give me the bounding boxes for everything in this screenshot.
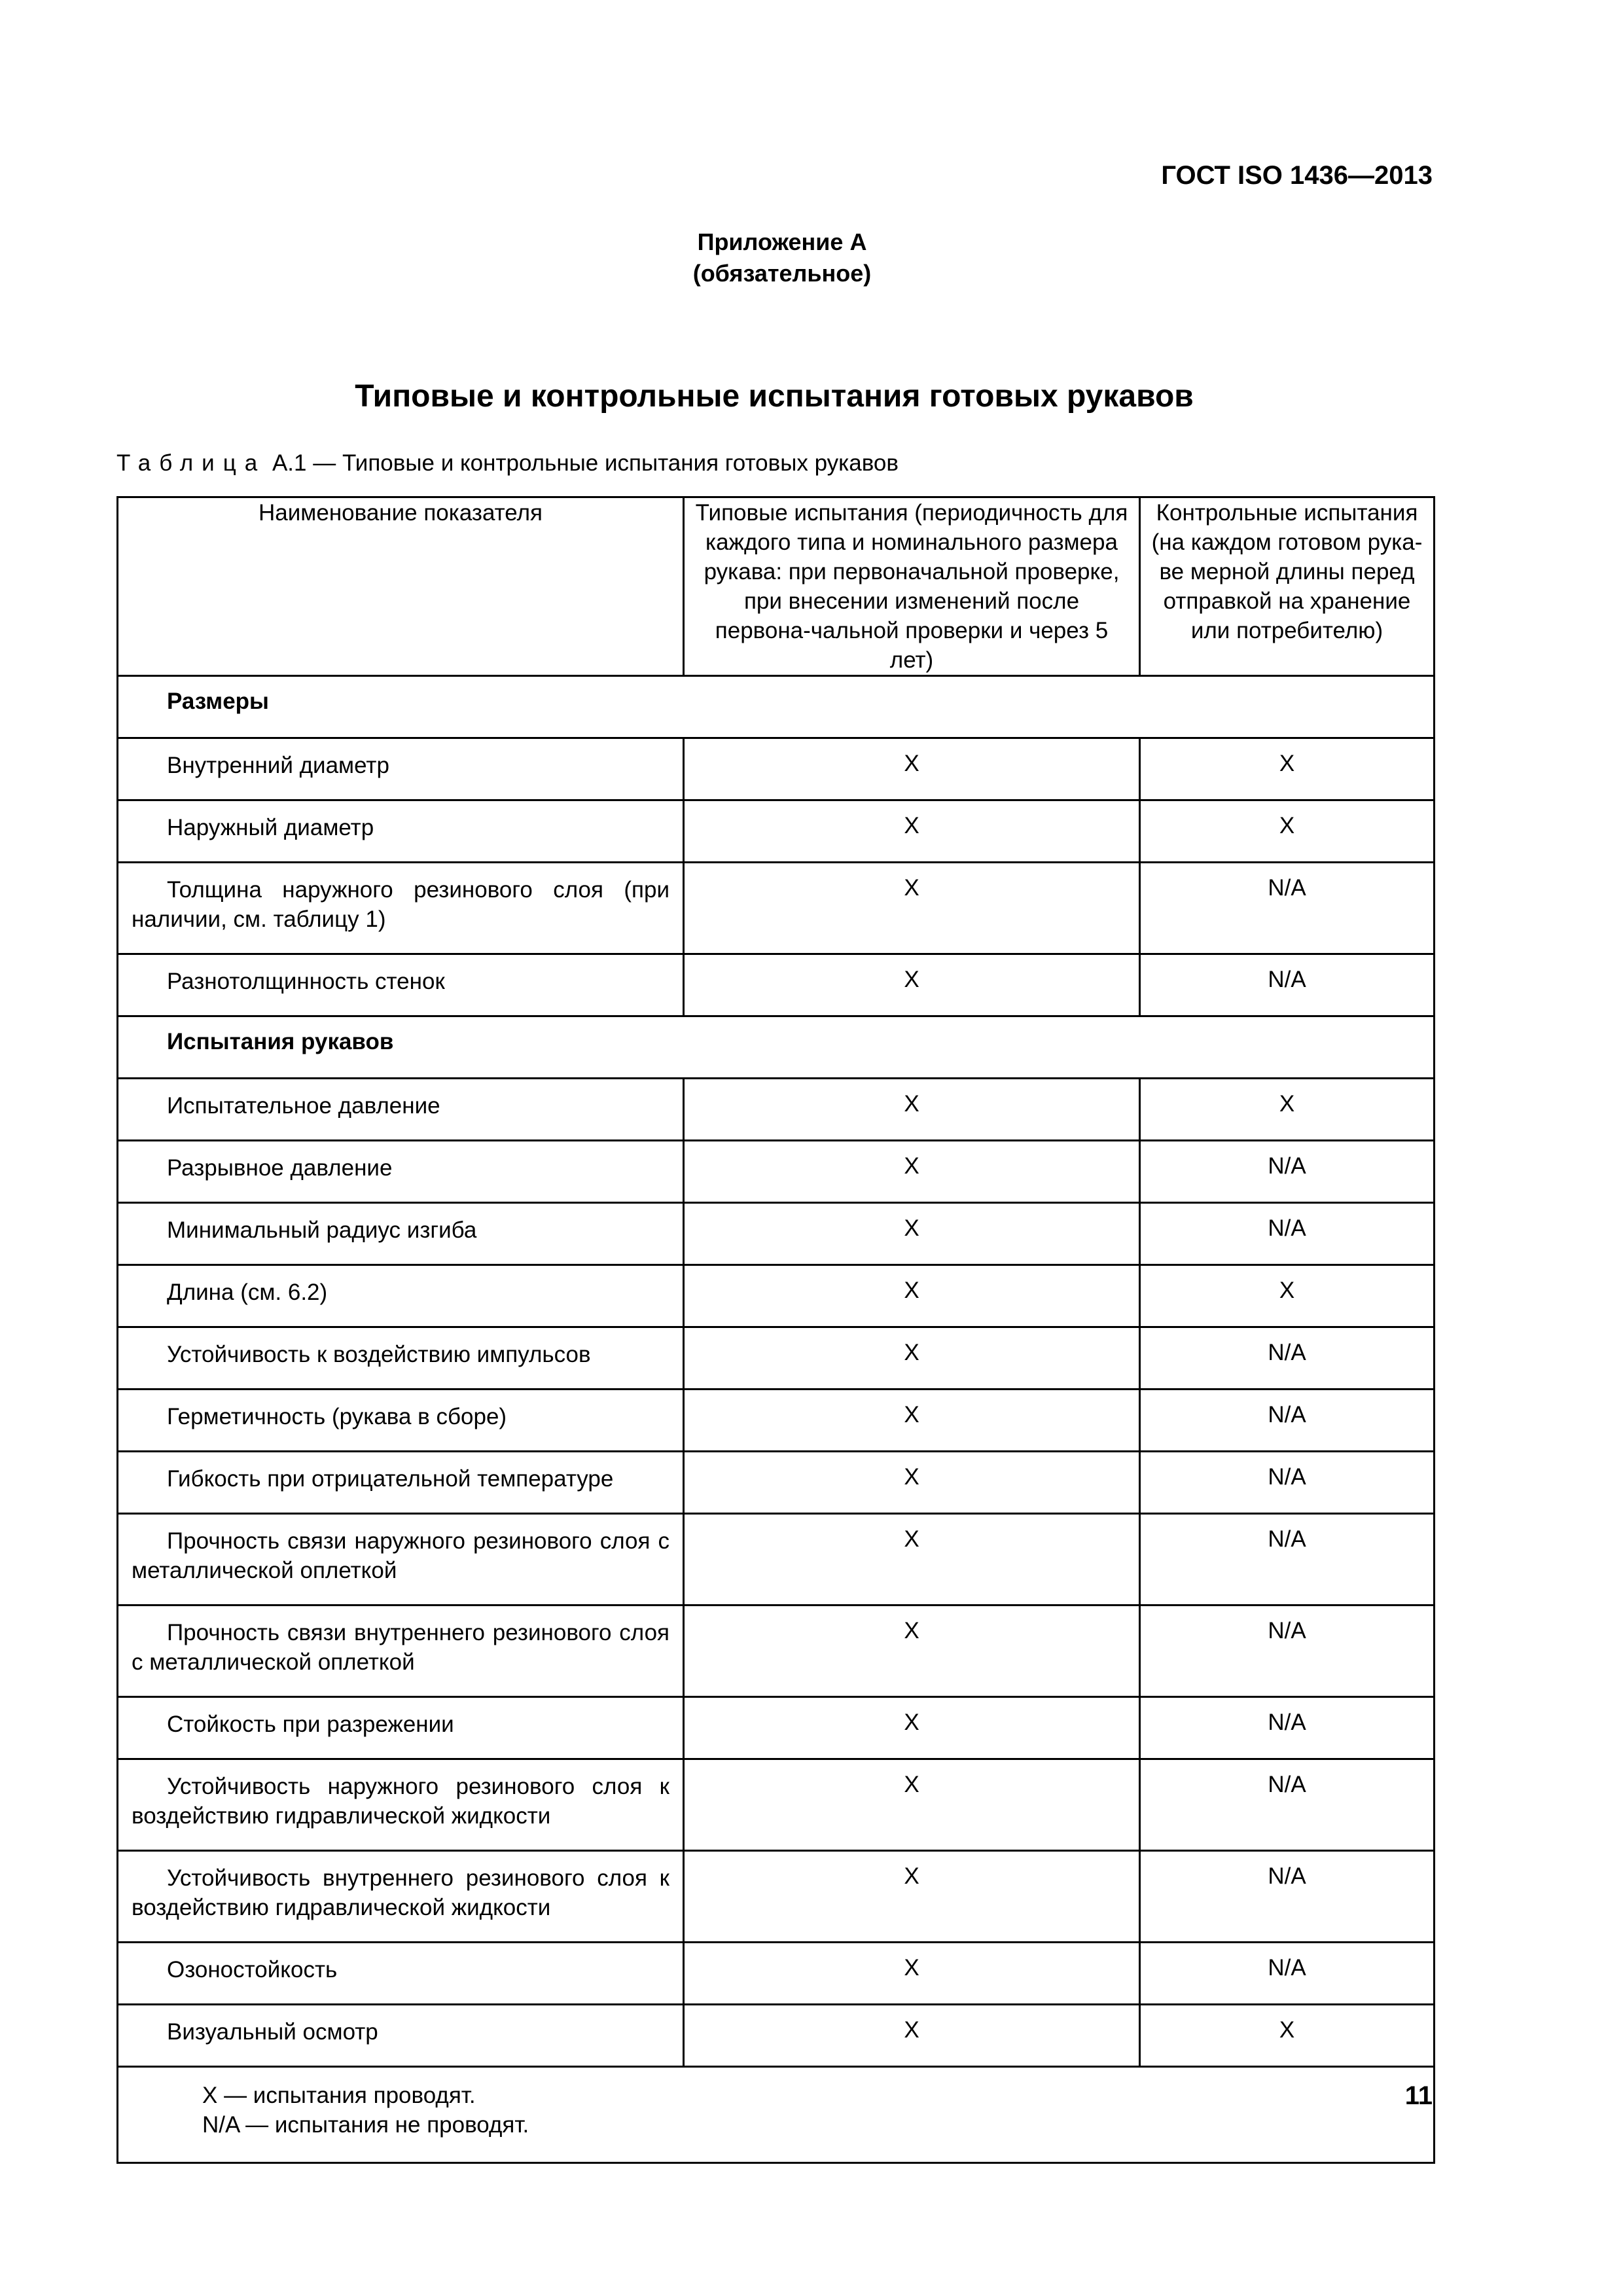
section-title: Размеры	[118, 676, 1435, 738]
section-row	[118, 1016, 1435, 1079]
table-row	[118, 1141, 1435, 1203]
indicator-name-cell: Прочность связи наружного резинового слоя с металлической оплеткой	[118, 1514, 684, 1605]
section-row	[118, 676, 1435, 738]
table-row	[118, 1265, 1435, 1327]
control-test-cell: X	[1140, 800, 1435, 863]
table-row	[118, 800, 1435, 863]
indicator-name-cell: Устойчивость внутреннего резинового слоя к воздействию гидравлической жидкости	[118, 1851, 684, 1943]
indicator-name-cell: Устойчивость наружного резинового слоя к воздействию гидравлической жидкости	[118, 1759, 684, 1851]
control-test-cell: N/A	[1140, 1697, 1435, 1759]
control-test-cell: N/A	[1140, 863, 1435, 954]
control-test-cell: N/A	[1140, 1605, 1435, 1697]
document-standard-code: ГОСТ ISO 1436—2013	[1161, 161, 1433, 190]
indicator-name-cell: Испытательное давление	[118, 1079, 684, 1141]
control-test-cell: N/A	[1140, 1851, 1435, 1943]
type-test-cell: X	[684, 1327, 1140, 1390]
table-row	[118, 1327, 1435, 1390]
control-test-cell: X	[1140, 1079, 1435, 1141]
type-test-cell: X	[684, 1514, 1140, 1605]
control-test-cell: N/A	[1140, 1759, 1435, 1851]
indicator-name-cell: Разрывное давление	[118, 1141, 684, 1203]
control-test-cell: N/A	[1140, 1943, 1435, 2005]
control-test-cell: N/A	[1140, 1203, 1435, 1265]
type-test-cell: X	[684, 2005, 1140, 2067]
control-test-cell: X	[1140, 1265, 1435, 1327]
indicator-name-cell: Устойчивость к воздействию импульсов	[118, 1327, 684, 1390]
indicator-name-cell: Длина (см. 6.2)	[118, 1265, 684, 1327]
indicator-name-cell: Гибкость при отрицательной температуре	[118, 1452, 684, 1514]
indicator-name-cell: Разнотолщинность стенок	[118, 954, 684, 1016]
table-row	[118, 1390, 1435, 1452]
control-test-cell: X	[1140, 2005, 1435, 2067]
type-test-cell: X	[684, 1141, 1140, 1203]
type-test-cell: X	[684, 863, 1140, 954]
table-row	[118, 1697, 1435, 1759]
legend-row	[118, 2067, 1435, 2163]
control-test-cell: N/A	[1140, 1514, 1435, 1605]
table-row	[118, 2005, 1435, 2067]
annex-title: Приложение А	[697, 228, 867, 255]
table-row	[118, 1759, 1435, 1851]
table-row	[118, 1605, 1435, 1697]
table-row	[118, 1203, 1435, 1265]
table-row	[118, 954, 1435, 1016]
section-title: Испытания рукавов	[118, 1016, 1435, 1079]
table-row	[118, 1851, 1435, 1943]
table-row	[118, 1079, 1435, 1141]
annex-status: (обязательное)	[692, 260, 872, 287]
indicator-name-cell: Наружный диаметр	[118, 800, 684, 863]
table-row	[118, 1452, 1435, 1514]
indicator-name-cell: Минимальный радиус изгиба	[118, 1203, 684, 1265]
type-test-cell: X	[684, 1759, 1140, 1851]
indicator-name-cell: Визуальный осмотр	[118, 2005, 684, 2067]
page-number: 11	[1404, 2081, 1433, 2110]
control-test-cell: N/A	[1140, 1327, 1435, 1390]
type-test-cell: X	[684, 1079, 1140, 1141]
control-test-cell: N/A	[1140, 1141, 1435, 1203]
indicator-name-cell: Герметичность (рукава в сборе)	[118, 1390, 684, 1452]
legend-item: X — испытания проводят.	[202, 2083, 476, 2108]
table-row	[118, 863, 1435, 954]
control-test-cell: N/A	[1140, 1390, 1435, 1452]
indicator-name-cell: Прочность связи внутреннего резинового слоя с металлической оплеткой	[118, 1605, 684, 1697]
annex-heading	[0, 226, 1564, 289]
type-test-cell: X	[684, 800, 1140, 863]
type-test-cell: X	[684, 1697, 1140, 1759]
type-test-cell: X	[684, 1851, 1140, 1943]
legend-item: N/A — испытания не проводят.	[202, 2112, 529, 2138]
type-test-cell: X	[684, 1452, 1140, 1514]
indicator-name-cell: Внутренний диаметр	[118, 738, 684, 800]
column-header-control-tests: Контрольные испытания (на каждом готовом рука-ве мерной длины перед отправкой на хранение или потребителю)	[1140, 497, 1435, 676]
type-test-cell: X	[684, 738, 1140, 800]
column-header-indicator: Наименование показателя	[118, 497, 684, 676]
type-test-cell: X	[684, 1265, 1140, 1327]
page-title: Типовые и контрольные испытания готовых рукавов	[355, 379, 1194, 414]
tests-table	[116, 496, 1435, 2164]
table-caption-prefix: Таблица	[116, 450, 266, 476]
column-header-type-tests: Типовые испытания (периодичность для каждого типа и номинального размера рукава: при первоначальной проверке, при внесении изменений после первона-чальной проверки и через 5 лет)	[684, 497, 1140, 676]
type-test-cell: X	[684, 1605, 1140, 1697]
indicator-name-cell: Озоностойкость	[118, 1943, 684, 2005]
table-caption-text: А.1 — Типовые и контрольные испытания готовых рукавов	[266, 450, 899, 476]
table-row	[118, 1943, 1435, 2005]
control-test-cell: X	[1140, 738, 1435, 800]
type-test-cell: X	[684, 1943, 1140, 2005]
control-test-cell: N/A	[1140, 1452, 1435, 1514]
legend-cell	[118, 2067, 1435, 2163]
type-test-cell: X	[684, 1203, 1140, 1265]
table-header-row	[118, 497, 1435, 676]
type-test-cell: X	[684, 1390, 1140, 1452]
table-row	[118, 1514, 1435, 1605]
indicator-name-cell: Толщина наружного резинового слоя (при наличии, см. таблицу 1)	[118, 863, 684, 954]
table-caption	[116, 450, 899, 476]
table-row	[118, 738, 1435, 800]
type-test-cell: X	[684, 954, 1140, 1016]
indicator-name-cell: Стойкость при разрежении	[118, 1697, 684, 1759]
control-test-cell: N/A	[1140, 954, 1435, 1016]
